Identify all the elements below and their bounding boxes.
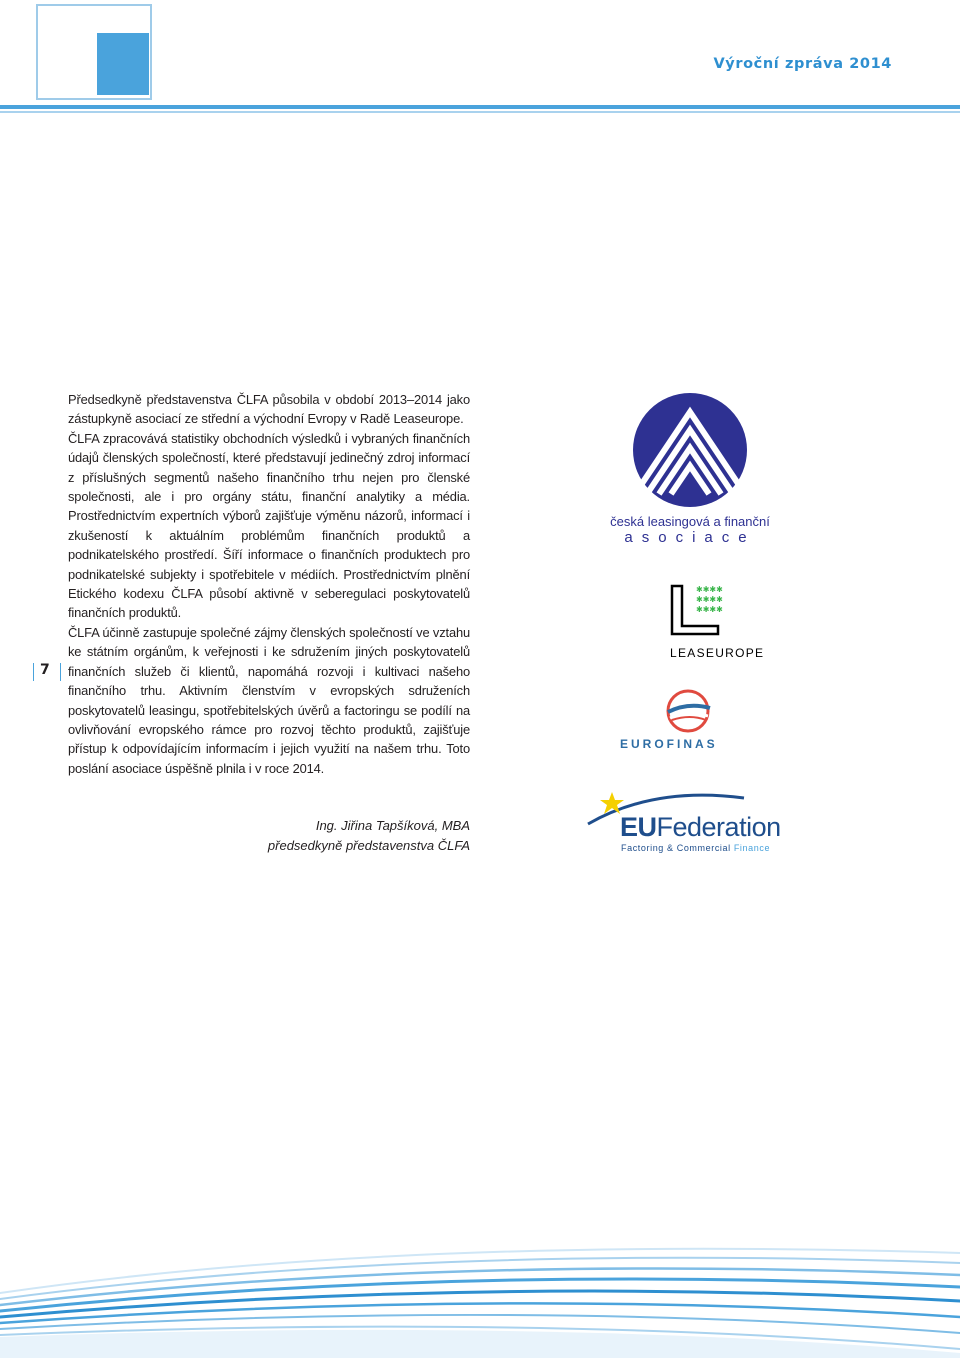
footer-wave-decoration: [0, 1225, 960, 1358]
eufederation-tagline-accent: Finance: [733, 843, 771, 853]
report-title: Výroční zpráva 2014: [713, 56, 892, 72]
header-rule: [0, 105, 960, 109]
eufederation-tagline: [621, 843, 770, 853]
svg-text:✱✱✱✱: ✱✱✱✱: [696, 605, 723, 614]
leaseurope-l-icon: [668, 582, 728, 638]
svg-text:✱✱✱✱: ✱✱✱✱: [696, 595, 723, 604]
clfa-emblem-icon: [600, 390, 780, 510]
page-number: 7: [40, 662, 50, 678]
body-text: [68, 390, 470, 778]
eufederation-wordmark-rest: Federation: [656, 812, 781, 842]
header-rule-thin: [0, 111, 960, 113]
corner-square-decoration: [97, 33, 149, 95]
leaseurope-wordmark: LEASEUROPE: [670, 646, 765, 660]
eufederation-wordmark-bold: EU: [620, 812, 657, 842]
leaseurope-logo: [668, 582, 784, 664]
eufederation-wordmark: [620, 812, 781, 843]
signature-role: předsedkyně představenstva ČLFA: [267, 838, 470, 853]
svg-text:✱✱✱✱: ✱✱✱✱: [696, 585, 723, 594]
paragraph: Předsedkyně představenstva ČLFA působila v období 2013–2014 jako zástupkyně asociací ze střední a východní Evropy v Radě Leaseurope.: [68, 392, 470, 427]
page-number-bar-right: [60, 663, 61, 681]
eurofinas-globe-icon: [618, 686, 728, 736]
signature: [200, 816, 470, 856]
eurofinas-logo: [618, 686, 728, 756]
signature-name: Ing. Jiřina Tapšíková, MBA: [315, 818, 470, 833]
paragraph: ČLFA účinně zastupuje společné zájmy členských společností ve vztahu ke státním orgánům, k veřejnosti i ke sdružením jiných poskytovatelů finančních služeb či klientů, napomáhá rozvoji i kultivaci našeho finančního trhu. Aktivním členstvím v evropských sdruženích poskytovatelů leasingu, spotřebitelských úvěrů a factoringu se podílí na ovlivňování evropského rámce pro rozvoj těchto produktů, zajišťuje přístup k odpovídajícím informacím i jejich využití na našem trhu. Toto poslání asociace úspěšně plnila i v roce 2014.: [68, 624, 470, 776]
clfa-logo-line1: česká leasingová a finanční: [610, 514, 770, 529]
clfa-logo-line2: asociace: [624, 529, 756, 546]
clfa-logo: [600, 390, 780, 550]
page-number-bar-left: [33, 663, 34, 681]
paragraph: ČLFA zpracovává statistiky obchodních výsledků i vybraných finančních údajů členských společností, které představují jedinečný zdroj informací z příslušných segmentů našeho finančního trhu nejen pro členské společnosti, ale i pro orgány státu, finanční analytiky a média. Prostřednictvím expertních výborů zajišťuje výměnu názorů, informací i zkušeností k aktuálním problémům finančních produktů a podnikatelského prostředí. Šíří informace o finančních produktech pro podnikatelské subjekty i spotřebitele v médiích. Prostřednictvím plnění Etického kodexu ČLFA působí aktivně v seberegulaci poskytovatelů finančních produktů.: [68, 430, 470, 621]
eurofinas-wordmark: EUROFINAS: [620, 737, 718, 751]
eufederation-logo: [584, 786, 804, 858]
eufederation-tagline-main: Factoring & Commercial: [621, 843, 734, 853]
